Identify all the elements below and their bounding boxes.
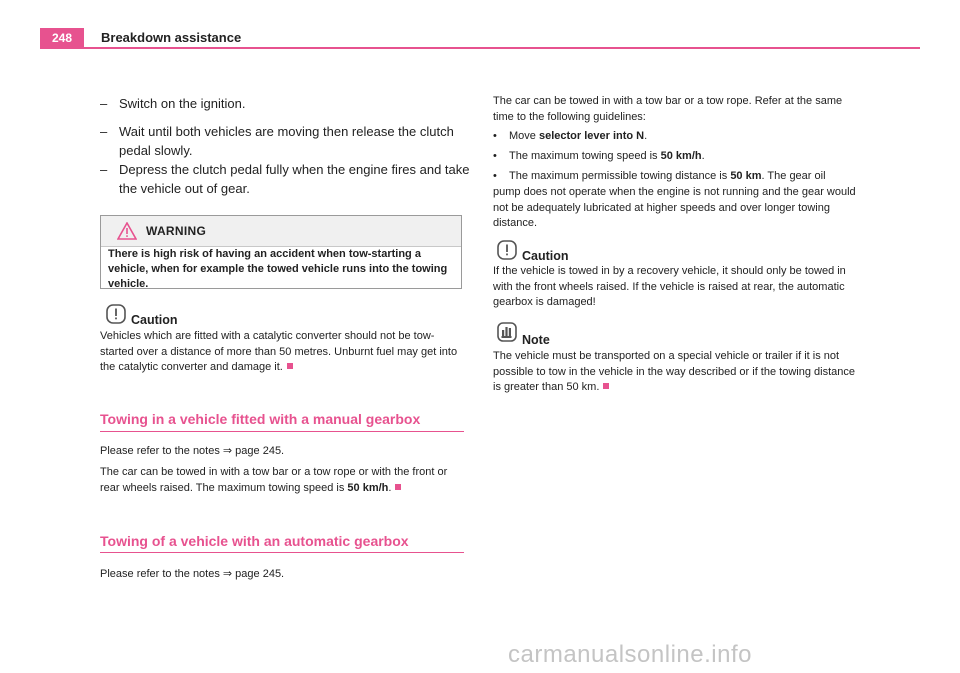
- section-title: Breakdown assistance: [101, 30, 242, 45]
- bullet-text: The maximum towing speed is 50 km/h.: [509, 150, 705, 162]
- manual-body-line: [100, 481, 470, 497]
- step-text: Wait until both vehicles are moving then release the clutch: [119, 124, 454, 139]
- header-rule: [40, 47, 920, 49]
- caution-line: Vehicles which are fitted with a catalytic converter should not be tow-: [100, 330, 435, 342]
- step-dash: –: [100, 124, 108, 139]
- bullet-cont-line: distance.: [493, 217, 538, 229]
- caution-line: [100, 360, 470, 376]
- step-text: Switch on the ignition.: [119, 96, 246, 111]
- warning-box: [100, 215, 462, 289]
- bullet-item: [493, 149, 863, 165]
- heading-rule: [100, 552, 464, 553]
- caution-line: gearbox is damaged!: [493, 296, 596, 308]
- right-intro: [493, 94, 863, 125]
- warning-line: vehicle, when for example the towed vehicle runs into the towing: [108, 263, 448, 275]
- caution-title: Caution: [522, 249, 569, 263]
- end-mark-icon: [603, 383, 609, 389]
- caution-text: [100, 329, 470, 376]
- note-line: The vehicle must be transported on a special vehicle or trailer if it is not: [493, 350, 840, 362]
- warning-header: [101, 216, 461, 247]
- auto-ref: Please refer to the notes ⇒ page 245.: [100, 568, 285, 580]
- warning-line: There is high risk of having an accident when tow-starting a: [108, 248, 421, 260]
- bullet-text: Move selector lever into N.: [509, 130, 648, 142]
- step-text-cont: pedal slowly.: [119, 143, 193, 158]
- caution-title: Caution: [131, 313, 178, 327]
- bullet-dot: •: [493, 170, 497, 182]
- step-text-cont: the vehicle out of gear.: [119, 181, 250, 196]
- note-line: possible to tow in the vehicle in the way described or if the towing distance: [493, 365, 855, 378]
- warning-triangle-icon: [117, 222, 137, 240]
- step-dash: –: [100, 162, 108, 177]
- watermark: carmanualsonline.info: [508, 641, 752, 668]
- bullet-cont-line: not be adequately lubricated at higher speeds and over longer towing: [493, 201, 830, 214]
- caution-line-text: the catalytic converter and damage it.: [100, 361, 283, 373]
- note-line-text: is greater than 50 km.: [493, 381, 600, 393]
- heading-rule: [100, 431, 464, 432]
- bullet-dot: •: [493, 150, 497, 162]
- intro-line: The car can be towed in with a tow bar or a tow rope. Refer at the same: [493, 95, 843, 107]
- manual-body-line: The car can be towed in with a tow bar or a tow rope or with the front or: [100, 466, 448, 478]
- manual-body-text: rear wheels raised. The maximum towing speed is: [100, 481, 348, 494]
- step-text: Depress the clutch pedal fully when the engine fires and take: [119, 162, 470, 177]
- step-2: [100, 122, 470, 162]
- manual-ref: Please refer to the notes ⇒ page 245.: [100, 445, 285, 457]
- caution-line: with the front wheels raised. If the vehicle is raised at rear, the automatic: [493, 280, 845, 293]
- bullet-item: [493, 169, 863, 185]
- bullet-cont-line: pump does not operate when the engine is not running and the gear would: [493, 186, 856, 198]
- note-title: Note: [522, 333, 550, 347]
- caution-line: started over a distance of more than 50 metres. Unburnt fuel may get into: [100, 345, 458, 358]
- exclamation-circle-icon: [106, 304, 126, 324]
- step-3: [100, 160, 470, 200]
- note-text: [493, 349, 863, 396]
- caution-line: If the vehicle is towed in by a recovery vehicle, it should only be towed in: [493, 265, 846, 277]
- note-line: [493, 380, 863, 396]
- manual-body: [100, 465, 470, 496]
- bullet-text: The maximum permissible towing distance is 50 km. The gear oil: [509, 170, 826, 182]
- warning-title: WARNING: [146, 224, 207, 238]
- section-heading-automatic: Towing of a vehicle with an automatic gearbox: [100, 533, 409, 549]
- intro-line: time to the following guidelines:: [493, 110, 646, 123]
- bullet-item: [493, 129, 863, 145]
- end-mark-icon: [395, 484, 401, 490]
- page-number: 248: [40, 28, 84, 48]
- step-dash: –: [100, 96, 108, 111]
- warning-body: [108, 247, 456, 292]
- note-info-icon: [497, 322, 517, 342]
- manual-body-period: .: [388, 481, 392, 494]
- warning-line: vehicle.: [108, 278, 149, 290]
- exclamation-circle-icon: [497, 240, 517, 260]
- manual-speed: 50 km/h: [347, 481, 389, 494]
- page-header: [40, 28, 920, 48]
- end-mark-icon: [287, 363, 293, 369]
- bullet-dot: •: [493, 130, 497, 142]
- section-heading-manual: Towing in a vehicle fitted with a manual gearbox: [100, 411, 421, 427]
- caution-text: [493, 264, 863, 311]
- bullet-continuation: [493, 185, 863, 232]
